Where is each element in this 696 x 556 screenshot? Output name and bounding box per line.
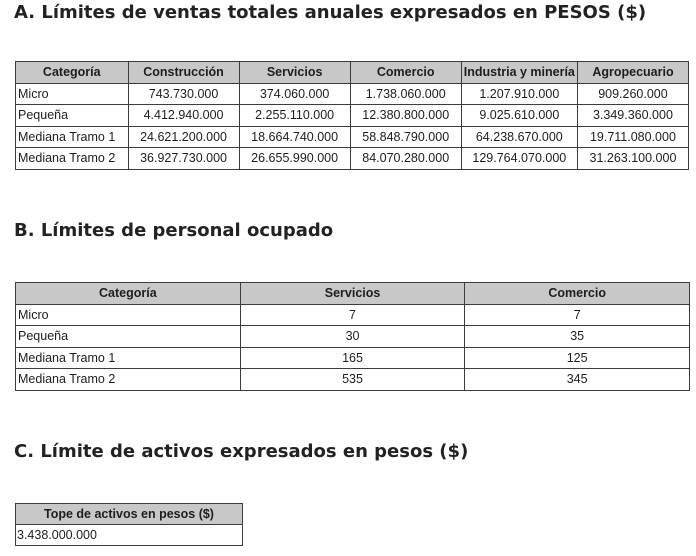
- column-header: Comercio: [350, 62, 461, 84]
- table-cell: 125: [465, 347, 690, 369]
- table-header-row: [16, 283, 690, 305]
- table-cell: 2.255.110.000: [239, 105, 350, 127]
- category-cell: Mediana Tramo 1: [16, 126, 129, 148]
- table-cell: 64.238.670.000: [461, 126, 577, 148]
- table-header-row: [16, 62, 689, 84]
- category-cell: Mediana Tramo 1: [16, 347, 241, 369]
- category-cell: Pequeña: [16, 105, 129, 127]
- table-row: [16, 369, 690, 391]
- table-cell: 24.621.200.000: [128, 126, 239, 148]
- column-header: Comercio: [465, 283, 690, 305]
- table-cell: 129.764.070.000: [461, 148, 577, 170]
- column-header: Categoría: [16, 283, 241, 305]
- column-header: Servicios: [240, 283, 465, 305]
- table-cell: 1.207.910.000: [461, 83, 577, 105]
- table-cell: 18.664.740.000: [239, 126, 350, 148]
- assets-value-cell: 3.438.000.000: [16, 525, 243, 546]
- table-row: [16, 347, 690, 369]
- section-c-title: C. Límite de activos expresados en pesos ($): [14, 441, 469, 462]
- table-row: [16, 126, 689, 148]
- table-cell: 374.060.000: [239, 83, 350, 105]
- table-row: [16, 105, 689, 127]
- category-cell: Micro: [16, 83, 129, 105]
- table-cell: 31.263.100.000: [577, 148, 688, 170]
- table-row: [16, 304, 690, 326]
- table-cell: 4.412.940.000: [128, 105, 239, 127]
- table-cell: 165: [240, 347, 465, 369]
- table-cell: 19.711.080.000: [577, 126, 688, 148]
- column-header: Construcción: [128, 62, 239, 84]
- table-cell: 7: [465, 304, 690, 326]
- table-cell: 345: [465, 369, 690, 391]
- column-header: Industria y minería: [461, 62, 577, 84]
- category-cell: Mediana Tramo 2: [16, 148, 129, 170]
- table-cell: 1.738.060.000: [350, 83, 461, 105]
- table-cell: 35: [465, 326, 690, 348]
- table-cell: 30: [240, 326, 465, 348]
- category-cell: Micro: [16, 304, 241, 326]
- table-row: [16, 326, 690, 348]
- category-cell: Mediana Tramo 2: [16, 369, 241, 391]
- staff-limits-table: [15, 282, 690, 391]
- sales-limits-table: [15, 61, 689, 170]
- column-header: Servicios: [239, 62, 350, 84]
- table-cell: 909.260.000: [577, 83, 688, 105]
- assets-limit-table: [15, 503, 243, 546]
- table-row: [16, 525, 243, 546]
- table-cell: 26.655.990.000: [239, 148, 350, 170]
- table-cell: 9.025.610.000: [461, 105, 577, 127]
- table-cell: 12.380.800.000: [350, 105, 461, 127]
- table-header-row: [16, 504, 243, 525]
- column-header: Agropecuario: [577, 62, 688, 84]
- table-row: [16, 83, 689, 105]
- table-cell: 58.848.790.000: [350, 126, 461, 148]
- table-cell: 36.927.730.000: [128, 148, 239, 170]
- column-header: Tope de activos en pesos ($): [16, 504, 243, 525]
- table-row: [16, 148, 689, 170]
- table-cell: 7: [240, 304, 465, 326]
- section-b-title: B. Límites de personal ocupado: [14, 220, 334, 241]
- category-cell: Pequeña: [16, 326, 241, 348]
- column-header: Categoría: [16, 62, 129, 84]
- table-cell: 535: [240, 369, 465, 391]
- table-cell: 84.070.280.000: [350, 148, 461, 170]
- section-a-title: A. Límites de ventas totales anuales expresados en PESOS ($): [14, 2, 647, 23]
- table-cell: 743.730.000: [128, 83, 239, 105]
- table-cell: 3.349.360.000: [577, 105, 688, 127]
